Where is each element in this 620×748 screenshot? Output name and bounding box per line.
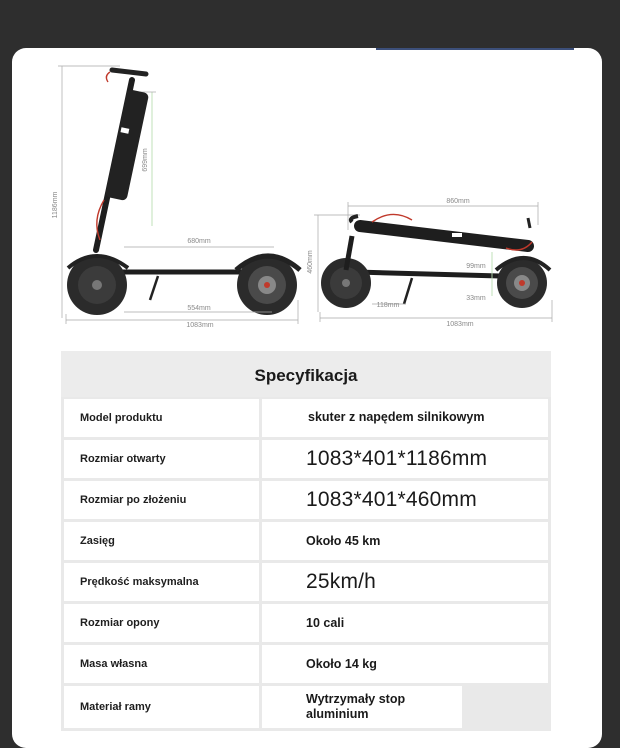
spec-row	[64, 563, 548, 601]
unfolded-scooter-drawing	[52, 66, 300, 329]
spec-value: Wytrzymały stop aluminium	[262, 686, 462, 728]
dim-unfolded-height: 1186mm	[52, 191, 59, 219]
dim-unfolded-total-length: 1083mm	[186, 322, 214, 329]
spec-label: Prędkość maksymalna	[64, 563, 259, 601]
dim-folded-total-length: 1083mm	[446, 321, 474, 328]
spec-row	[64, 645, 548, 683]
spec-value: skuter z napędem silnikowym	[262, 399, 548, 437]
spec-label: Materiał ramy	[64, 686, 259, 728]
spec-row	[64, 604, 548, 642]
scooter-dimension-diagram	[0, 0, 620, 340]
spec-value: 1083*401*460mm	[262, 481, 548, 519]
spec-title: Specyfikacja	[61, 351, 551, 397]
spec-row	[64, 440, 548, 478]
spec-label: Rozmiar opony	[64, 604, 259, 642]
spec-label: Masa własna	[64, 645, 259, 683]
spec-value: 10 cali	[262, 604, 548, 642]
dim-stem-height: 699mm	[142, 148, 149, 172]
spec-value: 1083*401*1186mm	[262, 440, 548, 478]
dim-folded-height: 460mm	[307, 250, 314, 274]
dim-folded-stand-offset: 118mm	[376, 302, 400, 309]
spec-row	[64, 481, 548, 519]
dim-folded-clearance-top: 99mm	[466, 263, 486, 270]
spec-table	[61, 351, 551, 731]
spec-label: Rozmiar po złożeniu	[64, 481, 259, 519]
spec-row	[64, 522, 548, 560]
spec-value: 25km/h	[262, 563, 548, 601]
folded-scooter-drawing	[307, 198, 552, 328]
spec-value: Około 14 kg	[262, 645, 548, 683]
dim-folded-length: 860mm	[446, 198, 470, 205]
spec-value: Około 45 km	[262, 522, 548, 560]
dim-folded-clearance-bottom: 33mm	[466, 295, 486, 302]
spec-label: Model produktu	[64, 399, 259, 437]
spec-label: Zasięg	[64, 522, 259, 560]
dim-wheelbase: 554mm	[187, 305, 211, 312]
dim-deck-length: 680mm	[187, 238, 211, 245]
spec-row	[64, 399, 548, 437]
spec-label: Rozmiar otwarty	[64, 440, 259, 478]
spec-row	[64, 686, 548, 728]
